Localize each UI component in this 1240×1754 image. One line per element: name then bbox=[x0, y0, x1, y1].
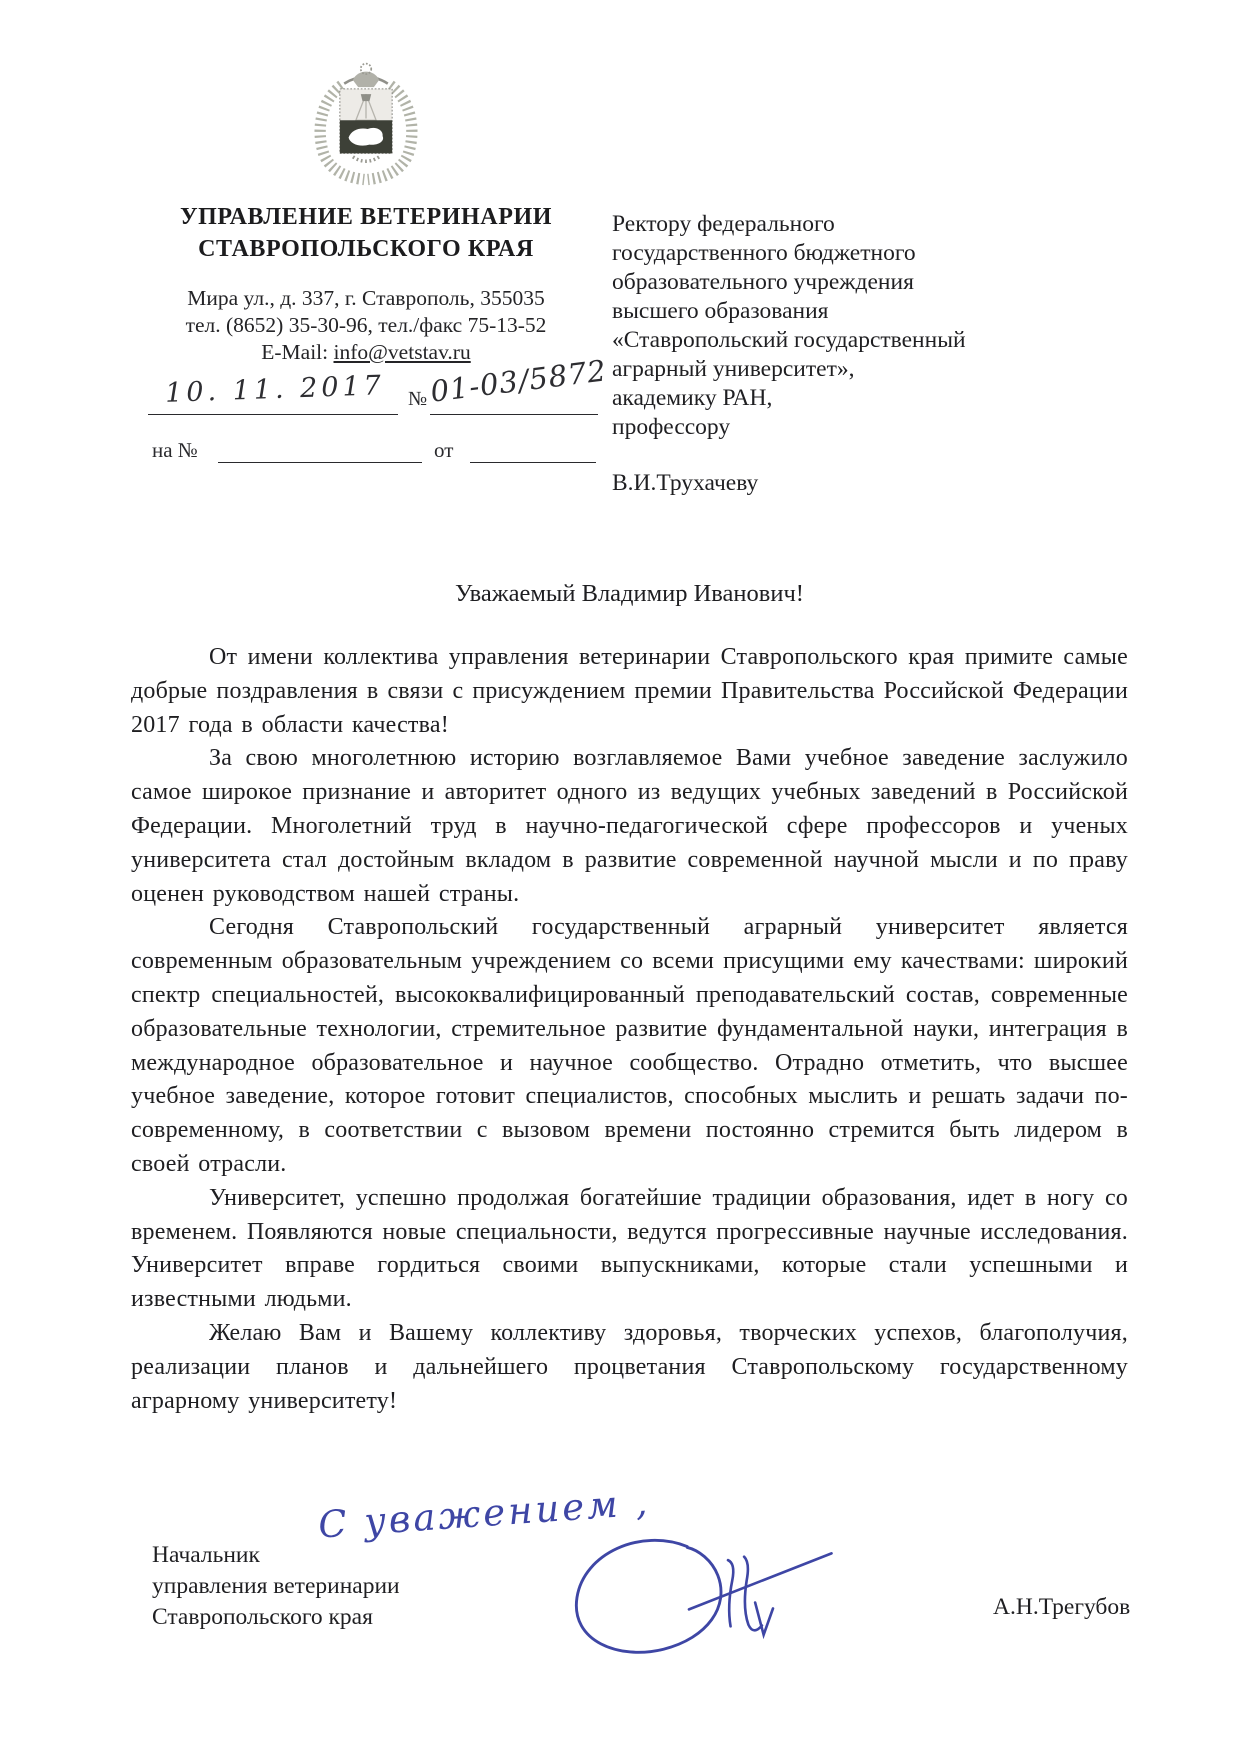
recipient-line: высшего образования bbox=[612, 298, 829, 324]
position-line: Ставропольского края bbox=[152, 1604, 373, 1630]
position-line: управления ветеринарии bbox=[152, 1573, 400, 1599]
paragraph: Желаю Вам и Вашему коллективу здоровья, творческих успехов, благополучия, реализации планов и дальнейшего процветания Ставропольскому государственному аграрному университету! bbox=[131, 1319, 1128, 1414]
recipient-line: академику РАН, bbox=[612, 385, 773, 411]
stavropol-coat-of-arms bbox=[305, 58, 427, 186]
ref-label-ot: от bbox=[434, 438, 454, 462]
ref-number-blank-line bbox=[218, 462, 422, 463]
paragraph: От имени коллектива управления ветеринарии Ставропольского края примите самые добрые поздравления в связи с присуждением премии Правительства Российской Федерации 2017 года в области качества! bbox=[131, 644, 1128, 738]
signer-name: А.Н.Трегубов bbox=[993, 1594, 1131, 1620]
letter-body bbox=[131, 641, 1128, 1418]
date-blank-line bbox=[148, 414, 398, 415]
handwritten-closing: С уважением , bbox=[316, 1480, 652, 1547]
email-address: info@vetstav.ru bbox=[333, 340, 471, 364]
recipient-line: Ректору федерального bbox=[612, 211, 835, 237]
numero-sign: № bbox=[408, 388, 428, 410]
recipient-line: аграрный университет», bbox=[612, 356, 855, 382]
number-blank-line bbox=[430, 414, 598, 415]
salutation: Уважаемый Владимир Иванович! bbox=[455, 580, 804, 607]
position-line: Начальник bbox=[152, 1542, 260, 1568]
org-address: Мира ул., д. 337, г. Ставрополь, 355035 bbox=[187, 286, 545, 310]
recipient-block bbox=[612, 210, 1102, 498]
signer-position bbox=[152, 1540, 400, 1633]
handwritten-outgoing-number: 01-03/5872 bbox=[428, 353, 609, 409]
letterhead bbox=[140, 58, 592, 366]
reference-row bbox=[140, 438, 610, 472]
org-name-line1: УПРАВЛЕНИЕ ВЕТЕРИНАРИИ bbox=[179, 204, 553, 230]
org-phone: тел. (8652) 35-30-96, тел./факс 75-13-52 bbox=[185, 313, 547, 337]
recipient-line: профессору bbox=[612, 414, 731, 440]
recipient-line: государственного бюджетного bbox=[612, 240, 916, 266]
ref-date-blank-line bbox=[470, 462, 596, 463]
paragraph: Сегодня Ставропольский государственный аграрный университет является современным образовательным учреждением со всеми присущими ему качествами: широкий спектр специальностей, высококвалифицированный преподавательский состав, современные образовательные технологии, стремительное развитие фундаментальной науки, интеграция в международное образовательное и научное сообщество. Отрадно отметить, что высшее учебное заведение, которое готовит специалистов, способных мыслить и решать задачи по-современному, в соответствии с вызовом времени постоянно стремится быть лидером в своей отрасли. bbox=[131, 914, 1128, 1177]
handwritten-date: 10. 11. 2017 bbox=[164, 370, 386, 409]
ref-label-na: на № bbox=[152, 438, 198, 462]
date-number-row bbox=[140, 353, 610, 424]
paragraph: За свою многолетнюю историю возглавляемое Вами учебное заведение заслужило самое широкое признание и авторитет одного из ведущих учебных заведений в Российской Федерации. Многолетний труд в научно-педагогической сфере профессоров и ученых университета стал достойным вкладом в развитие современной научной мысли и по праву оценен руководством нашей страны. bbox=[131, 745, 1128, 907]
recipient-name: В.И.Трухачеву bbox=[612, 470, 759, 496]
org-name-line2: СТАВРОПОЛЬСКОГО КРАЯ bbox=[198, 236, 534, 262]
email-label: E-Mail: bbox=[261, 340, 329, 364]
recipient-line: образовательного учреждения bbox=[612, 269, 914, 295]
paragraph: Университет, успешно продолжая богатейшие традиции образования, идет в ногу со временем. Появляются новые специальности, ведутся прогрессивные научные исследования. Университет вправе гордиться своими выпускниками, которые стали успешными и известными людьми. bbox=[131, 1184, 1128, 1313]
org-email-line bbox=[140, 339, 592, 366]
recipient-line: «Ставропольский государственный bbox=[612, 327, 966, 353]
handwritten-signature bbox=[560, 1512, 840, 1677]
